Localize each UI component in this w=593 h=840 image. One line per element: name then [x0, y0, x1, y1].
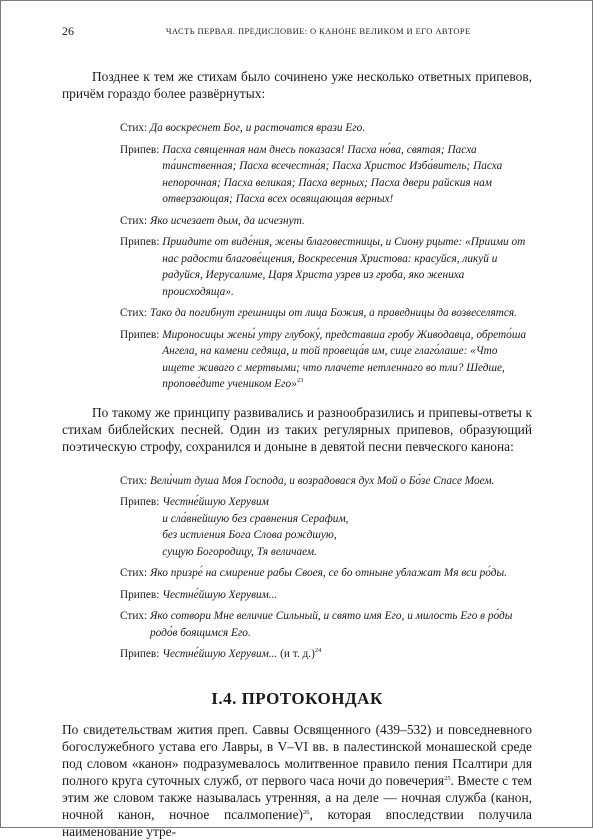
- stanza-line: сущую Богородицу, Тя величаем.: [162, 545, 317, 558]
- verse-text: Вели́чит душа Моя Господа, и возрадовася дух Мой о Бо́зе Спасе Моем.: [149, 474, 495, 487]
- verse-text: Яко призре́ на смирение рабы Своея, се бо отныне ублажат Мя вси ро́ды.: [149, 567, 507, 579]
- verse-row: [120, 608, 532, 641]
- refrain-row: [120, 494, 532, 560]
- paragraph-text: По свидетельствам жития преп. Саввы Освященного (439–532) и повседневного богослужебного устава его Лавры, в V–VI вв. в палестинской монашеской среде под словом «канон» подразумевалось молитвенное правило пения Псалтири для полного круга суточных служб, от первого часа ночи до повечерия: [62, 721, 532, 788]
- principle-paragraph: По такому же принципу развивались и разнообразились и припевы-ответы к стихам библейских песней. Один из таких регулярных припевов, образующий поэтическую строфу, сохранился и доныне в девятой песни певческого канона:: [62, 404, 532, 454]
- stanza-line: Честне́йшую Херувим: [162, 496, 269, 508]
- page-number: 26: [62, 24, 74, 38]
- verse-label: Стих:: [120, 474, 150, 487]
- refrain-row: [120, 234, 532, 300]
- verse-row: [120, 213, 532, 230]
- verse-text: Тако да погибнут грешницы от лица Божия, а праведницы да возвеселятся.: [149, 307, 517, 319]
- footnote-ref: 23: [296, 377, 304, 384]
- refrain-label: Припев:: [120, 496, 163, 508]
- stanza-line: и сла́внейшую без сравнения Серафим,: [162, 512, 349, 525]
- refrain-label: Припев:: [120, 328, 163, 341]
- verse-text: Да воскреснет Бог, и расточатся врази Его.: [149, 122, 366, 134]
- verse-text: Яко исчезает дым, да исчезнут.: [149, 214, 305, 227]
- refrain-text: [162, 327, 532, 393]
- refrain-label: Припев:: [120, 588, 163, 601]
- page-body: [62, 68, 532, 840]
- section-heading: I.4. ПРОТОКОНДАК: [211, 688, 383, 708]
- refrain-body: Честне́йшую Херувим...: [162, 648, 278, 660]
- page-header: [62, 24, 531, 40]
- refrain-row: [120, 142, 532, 208]
- refrain-row: [120, 327, 532, 393]
- footnote-ref: 25: [444, 774, 451, 782]
- verse-label: Стих:: [120, 122, 150, 134]
- verse-row: [120, 120, 532, 137]
- refrain-label: Припев:: [120, 143, 163, 156]
- verse-row: [120, 565, 532, 582]
- refrain-row: [120, 587, 532, 604]
- refrain-text: [162, 646, 532, 663]
- refrain-label: Припев:: [120, 236, 163, 248]
- verse-label: Стих:: [120, 610, 150, 622]
- verse-label: Стих:: [120, 567, 150, 579]
- refrain-stanza: [162, 494, 532, 560]
- refrain-block-2: [120, 473, 532, 663]
- footnote-ref: 24: [314, 647, 322, 654]
- running-title: ЧАСТЬ ПЕРВАЯ. ПРЕДИСЛОВИЕ: О КАНОНЕ ВЕЛИКОМ И ЕГО АВТОРЕ: [166, 26, 471, 36]
- verse-text: Яко сотвори Мне величие Сильный, и свято имя Его, и милость Его в ро́ды родо́в боящимся Его.: [149, 610, 513, 639]
- stanza-line: без истления Бога Слова рождшую,: [162, 529, 337, 541]
- verse-label: Стих:: [120, 307, 150, 319]
- verse-row: [120, 473, 532, 490]
- refrain-tail: (и т. д.): [277, 648, 315, 660]
- paragraph-text: . Вместе с тем этим же словом также называлась утренняя, а на деле — ночная служба (канон, ночной канон, ночное псалмопение): [62, 772, 532, 822]
- refrain-text: Пасха священная нам днесь показася! Пасха но́ва, святая; Пасха та́инственная; Пасха всечестна́я; Пасха Христос Изба́витель; Пасха непорочная; Пасха великая; Пасха верных; Пасха двери райския нам отверзающая; Пасха всех освящающая верных!: [162, 143, 503, 205]
- section-paragraph: [62, 721, 532, 840]
- footnote-ref: 26: [303, 808, 310, 816]
- refrain-body: Мироносицы жены́ утру глубоку́, представша гробу Живодавца, обрето́ша Ангела, на камени седяща, и той провеща́в им, сице глаго́лаше: «Что ищете живаго с мертвыми; что плачете нетленнаго во тли? Шедше, пропове́дите учеником Его»: [162, 328, 527, 390]
- verse-row: [120, 305, 532, 322]
- refrain-row: [120, 646, 532, 663]
- refrain-text: Честне́йшую Херувим...: [162, 588, 278, 601]
- refrain-text: Приидите от виде́ния, жены благовестницы, и Сиону рцыте: «Приими от нас радости благове́щения, Воскресения Христова: красуйся, ликуй и радуйся, Иерусалиме, Царя Христа узрев из гроба, яко жениха происходяща».: [162, 236, 526, 298]
- intro-paragraph: Позднее к тем же стихам было сочинено уже несколько ответных припевов, причём гораздо более развёрнутых:: [62, 69, 532, 101]
- verse-label: Стих:: [120, 214, 150, 227]
- paragraph-text: , которая впоследствии получила наименование утре-: [62, 806, 532, 839]
- refrain-block-1: [120, 120, 532, 393]
- refrain-label: Припев:: [120, 648, 163, 660]
